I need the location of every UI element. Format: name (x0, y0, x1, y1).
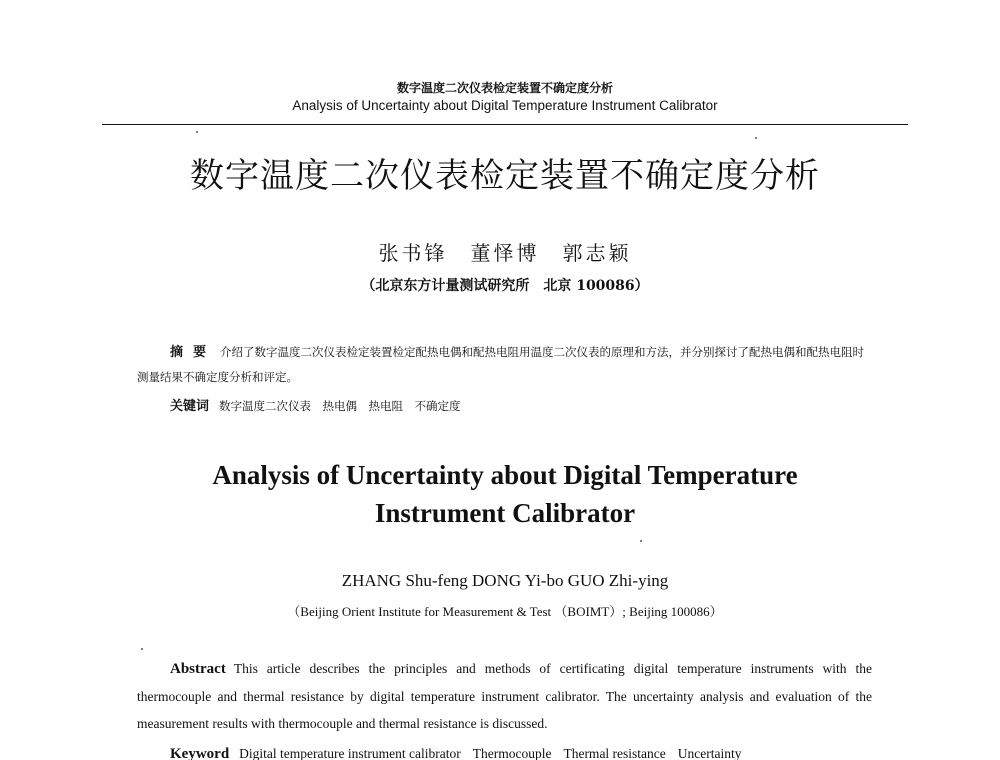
scan-speck (141, 648, 143, 650)
abstract-zh (137, 340, 871, 389)
keyword-item: Uncertainty (677, 746, 742, 760)
running-head-title-zh: 数字温度二次仪表检定装置不确定度分析 (396, 81, 613, 95)
scan-speck (640, 540, 642, 542)
abstract-en (137, 655, 872, 737)
abstract-zh-label: 摘要 (170, 345, 217, 360)
keywords-zh-label: 关键词 (170, 399, 210, 414)
abstract-en-label: Abstract (170, 661, 226, 677)
affiliation-en: （Beijing Orient Institute for Measurement & Test （BOIMT）; Beijing 100086） (287, 604, 723, 619)
paper-title-en-line2: Instrument Calibrator (374, 498, 636, 528)
keyword-item: Digital temperature instrument calibrator (239, 746, 461, 760)
abstract-zh-text: 介绍了数字温度二次仪表检定装置检定配热电偶和配热电阻用温度二次仪表的原理和方法，并分别探讨了配热电偶和配热电阻时测量结果不确定度分析和评定。 (137, 345, 865, 384)
paper-title-en-line1: Analysis of Uncertainty about Digital Temperature (212, 460, 798, 490)
keyword-en (170, 742, 890, 760)
keyword-en-label: Keyword (170, 746, 230, 760)
scan-speck (196, 131, 198, 133)
paper-title-en (100, 456, 910, 532)
running-head-title-en: Analysis of Uncertainty about Digital Temperature Instrument Calibrator (292, 98, 718, 113)
scan-speck (755, 137, 757, 139)
keywords-zh-text: 数字温度二次仪表 热电偶 热电阻 不确定度 (219, 399, 461, 413)
authors-zh: 张书锋 董怿博 郭志颖 (378, 241, 632, 265)
keyword-item: Thermocouple (472, 746, 552, 760)
header-rule (102, 124, 908, 125)
paper-title-zh: 数字温度二次仪表检定装置不确定度分析 (190, 156, 820, 196)
affiliation-zh: （北京东方计量测试研究所 北京 100086） (361, 278, 649, 294)
abstract-en-text: This article describes the principles and methods of certificating digital temperature instruments with the thermocouple and thermal resistance by digital temperature instrument calibrator. The uncertainty analysis and evaluation of the measurement results with thermocouple and thermal resistance is discussed. (137, 661, 872, 731)
running-head (100, 80, 910, 115)
keywords-zh (170, 396, 870, 417)
keyword-item: Thermal resistance (563, 746, 666, 760)
authors-en: ZHANG Shu-feng DONG Yi-bo GUO Zhi-ying (341, 571, 669, 590)
